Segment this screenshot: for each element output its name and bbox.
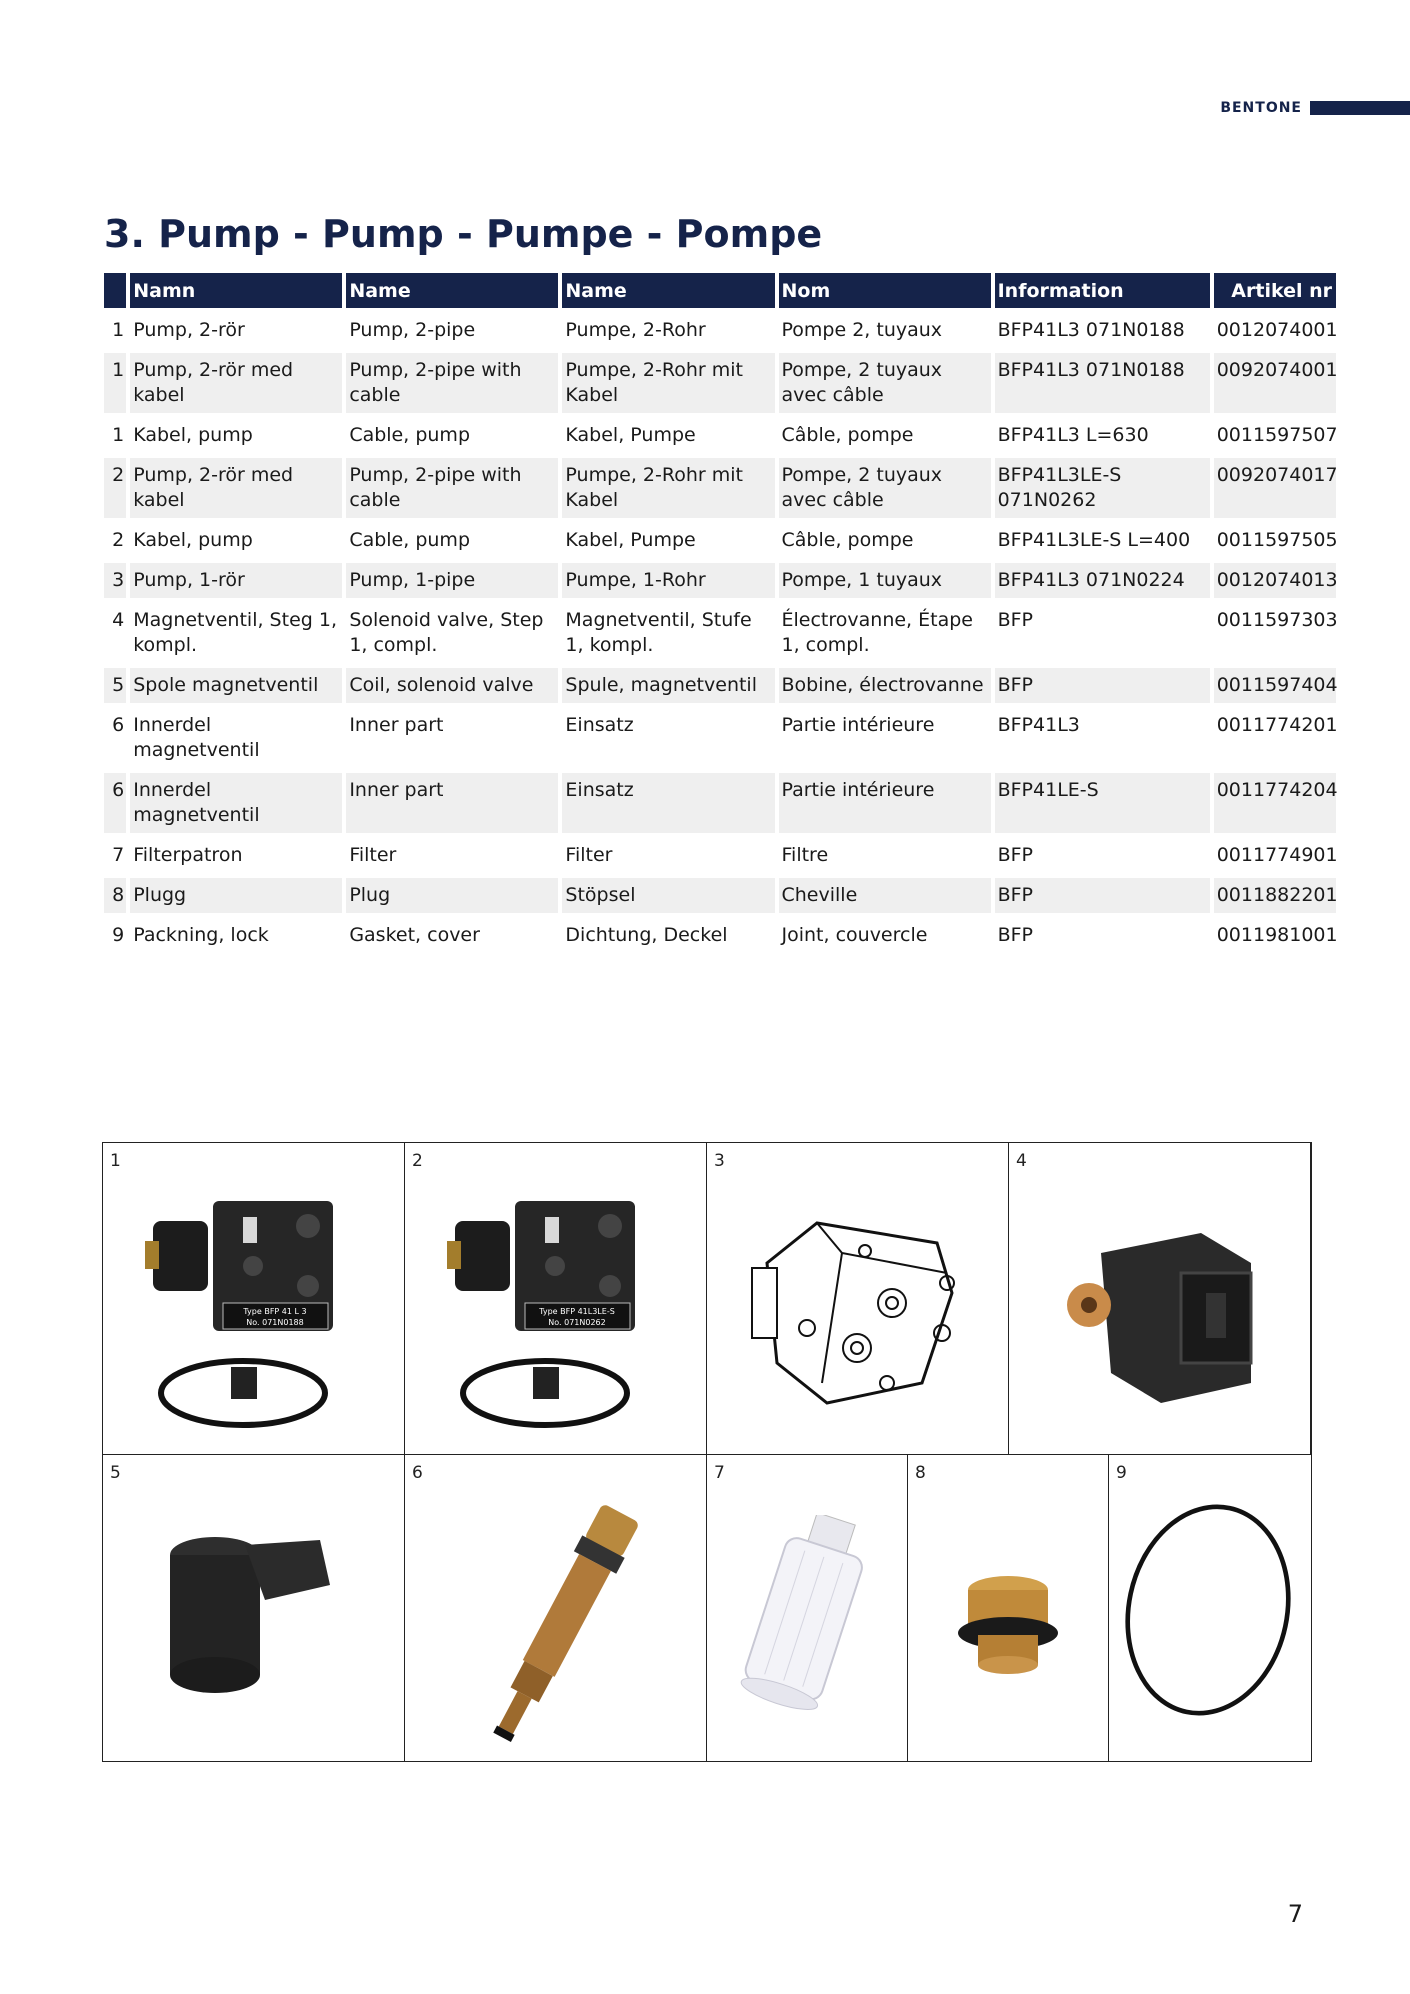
row-number: 6 xyxy=(104,773,126,833)
table-row xyxy=(104,458,1336,518)
figure-label: 3 xyxy=(714,1151,725,1171)
row-number: 9 xyxy=(112,924,125,946)
cell-namn: Plugg xyxy=(130,878,342,913)
cell-nom: Partie intérieure xyxy=(781,714,935,736)
figure-label: 8 xyxy=(915,1463,926,1483)
cell-namn: Kabel, pump xyxy=(133,529,253,551)
cell-name-de: Pumpe, 2-Rohr xyxy=(565,319,706,341)
col-header-name-en: Name xyxy=(346,273,558,308)
cell-name-de: Einsatz xyxy=(562,773,774,833)
cell-name-de: Stöpsel xyxy=(562,878,774,913)
figure-cell-2 xyxy=(405,1143,707,1455)
col-header-artikel-nr: Artikel nr xyxy=(1214,273,1336,308)
cell-namn: Packning, lock xyxy=(133,924,269,946)
cell-name-de: Pumpe, 2-Rohr mit Kabel xyxy=(562,353,774,413)
cell-artikel-nr: 0092074017 xyxy=(1214,458,1336,518)
cell-nom: Partie intérieure xyxy=(779,773,991,833)
filter-image xyxy=(727,1515,887,1735)
table-row xyxy=(104,708,1336,768)
cell-information: BFP41L3LE-S L=400 xyxy=(997,529,1191,551)
figure-label: 7 xyxy=(714,1463,725,1483)
cell-artikel-nr: 0011597303 xyxy=(1216,609,1338,631)
cell-nom: Câble, pompe xyxy=(781,529,914,551)
figure-cell-8 xyxy=(908,1455,1109,1761)
cell-namn: Pump, 1-rör xyxy=(130,563,342,598)
page-title: 3. Pump - Pump - Pumpe - Pompe xyxy=(104,212,823,256)
cell-nom: Électrovanne, Étape 1, compl. xyxy=(781,609,973,656)
col-header-num xyxy=(104,273,126,308)
cell-name-de: Pumpe, 2-Rohr mit Kabel xyxy=(562,458,774,518)
cell-name-de: Einsatz xyxy=(565,714,634,736)
row-number: 3 xyxy=(104,563,126,598)
coil-image xyxy=(155,1515,355,1715)
col-header-information: Information xyxy=(995,273,1210,308)
figure-cell-5 xyxy=(103,1455,405,1761)
brand-bar xyxy=(1310,101,1410,115)
row-number: 7 xyxy=(112,844,125,866)
cell-information: BFP xyxy=(995,668,1210,703)
figure-cell-1 xyxy=(103,1143,405,1455)
cell-artikel-nr: 0012074001 xyxy=(1216,319,1338,341)
col-header-namn: Namn xyxy=(130,273,342,308)
table-row xyxy=(104,838,1336,873)
row-number: 5 xyxy=(104,668,126,703)
figure-label: 6 xyxy=(412,1463,423,1483)
cell-name-en: Solenoid valve, Step 1, compl. xyxy=(349,609,544,656)
solenoid-valve-image xyxy=(1051,1213,1271,1413)
cell-artikel-nr: 0011597404 xyxy=(1214,668,1336,703)
cell-name-de: Pumpe, 1-Rohr xyxy=(562,563,774,598)
cell-information: BFP xyxy=(997,609,1034,631)
cell-information: BFP41L3 071N0224 xyxy=(995,563,1210,598)
cell-information: BFP41LE-S xyxy=(995,773,1210,833)
cell-information: BFP xyxy=(995,878,1210,913)
row-number: 1 xyxy=(104,353,126,413)
cell-name-en: Pump, 2-pipe with cable xyxy=(346,458,558,518)
col-header-name-de: Name xyxy=(562,273,774,308)
table-row xyxy=(104,668,1336,703)
pump-with-cable-image xyxy=(143,1181,363,1441)
page-number: 7 xyxy=(1287,1900,1303,1928)
cell-information: BFP41L3 xyxy=(997,714,1080,736)
pump-with-cable-image xyxy=(445,1181,665,1441)
cell-namn: Pump, 2-rör xyxy=(133,319,245,341)
cell-information: BFP xyxy=(997,844,1034,866)
cell-name-en: Cable, pump xyxy=(349,529,471,551)
cell-nom: Pompe 2, tuyaux xyxy=(781,319,943,341)
figure-label: 1 xyxy=(110,1151,121,1171)
cell-name-en: Inner part xyxy=(349,714,444,736)
row-number: 1 xyxy=(112,319,125,341)
cell-name-en: Filter xyxy=(349,844,397,866)
cell-name-de: Kabel, Pumpe xyxy=(565,424,696,446)
cell-artikel-nr: 0012074013 xyxy=(1214,563,1336,598)
cell-nom: Joint, couvercle xyxy=(781,924,928,946)
cell-name-en: Inner part xyxy=(346,773,558,833)
row-number: 2 xyxy=(104,458,126,518)
cell-namn: Innerdel magnetventil xyxy=(133,714,260,761)
cell-name-de: Dichtung, Deckel xyxy=(565,924,728,946)
cell-information: BFP41L3 L=630 xyxy=(997,424,1149,446)
cell-information: BFP41L3 071N0188 xyxy=(997,319,1185,341)
figure-cell-4 xyxy=(1009,1143,1311,1455)
cell-name-de: Spule, magnetventil xyxy=(562,668,774,703)
cell-nom: Câble, pompe xyxy=(781,424,914,446)
cell-information: BFP xyxy=(997,924,1034,946)
cell-artikel-nr: 0011774204 xyxy=(1214,773,1336,833)
cell-nom: Pompe, 2 tuyaux avec câble xyxy=(779,458,991,518)
table-row xyxy=(104,418,1336,453)
cell-artikel-nr: 0011597507 xyxy=(1216,424,1338,446)
cell-namn: Pump, 2-rör med kabel xyxy=(130,458,342,518)
pump-2-type-text: Type BFP 41L3LE-S xyxy=(539,1307,615,1316)
cell-information: BFP41L3 071N0188 xyxy=(995,353,1210,413)
cell-information: BFP41L3LE-S 071N0262 xyxy=(995,458,1210,518)
cell-nom: Bobine, électrovanne xyxy=(779,668,991,703)
cell-namn: Filterpatron xyxy=(133,844,243,866)
cell-artikel-nr: 0011774901 xyxy=(1216,844,1338,866)
row-number: 6 xyxy=(112,714,125,736)
cell-nom: Cheville xyxy=(779,878,991,913)
row-number: 4 xyxy=(112,609,125,631)
table-row xyxy=(104,878,1336,913)
cell-name-de: Filter xyxy=(565,844,613,866)
figure-cell-3 xyxy=(707,1143,1009,1455)
cell-namn: Magnetventil, Steg 1, kompl. xyxy=(133,609,337,656)
cell-nom: Filtre xyxy=(781,844,829,866)
cell-name-en: Pump, 2-pipe with cable xyxy=(346,353,558,413)
cell-namn: Kabel, pump xyxy=(133,424,253,446)
pump-line-drawing-image xyxy=(747,1193,967,1423)
cell-artikel-nr: 0011774201 xyxy=(1216,714,1338,736)
figure-label: 4 xyxy=(1016,1151,1027,1171)
cell-namn: Pump, 2-rör med kabel xyxy=(130,353,342,413)
row-number: 2 xyxy=(112,529,125,551)
cell-artikel-nr: 0011981001 xyxy=(1216,924,1338,946)
table-row xyxy=(104,773,1336,833)
brand-name: BENTONE xyxy=(1220,100,1302,116)
figure-cell-7 xyxy=(707,1455,908,1761)
cell-name-en: Plug xyxy=(346,878,558,913)
gasket-image xyxy=(1115,1495,1301,1725)
cell-namn: Spole magnetventil xyxy=(130,668,342,703)
table-row xyxy=(104,313,1336,348)
cell-artikel-nr: 0011597505 xyxy=(1216,529,1338,551)
cell-nom: Pompe, 2 tuyaux avec câble xyxy=(779,353,991,413)
figure-label: 2 xyxy=(412,1151,423,1171)
cell-namn: Innerdel magnetventil xyxy=(130,773,342,833)
parts-image-grid xyxy=(102,1142,1312,1762)
table-row xyxy=(104,353,1336,413)
row-number: 1 xyxy=(112,424,125,446)
table-row xyxy=(104,563,1336,598)
table-row xyxy=(104,603,1336,663)
plug-image xyxy=(938,1555,1078,1695)
cell-artikel-nr: 0011882201 xyxy=(1214,878,1336,913)
pump-2-number-text: No. 071N0262 xyxy=(548,1318,606,1327)
cell-nom: Pompe, 1 tuyaux xyxy=(779,563,991,598)
figure-label: 5 xyxy=(110,1463,121,1483)
figure-label: 9 xyxy=(1116,1463,1127,1483)
cell-name-en: Pump, 1-pipe xyxy=(346,563,558,598)
cell-name-en: Gasket, cover xyxy=(349,924,480,946)
cell-name-en: Coil, solenoid valve xyxy=(346,668,558,703)
cell-name-de: Magnetventil, Stufe 1, kompl. xyxy=(565,609,752,656)
col-header-nom: Nom xyxy=(779,273,991,308)
cell-name-en: Cable, pump xyxy=(349,424,471,446)
table-row xyxy=(104,918,1336,953)
brand-header xyxy=(1220,98,1410,118)
row-number: 8 xyxy=(104,878,126,913)
cell-artikel-nr: 0092074001 xyxy=(1214,353,1336,413)
cell-name-en: Pump, 2-pipe xyxy=(349,319,476,341)
figure-cell-9 xyxy=(1109,1455,1311,1761)
pump-1-number-text: No. 071N0188 xyxy=(246,1318,304,1327)
figure-cell-6 xyxy=(405,1455,707,1761)
cell-name-de: Kabel, Pumpe xyxy=(565,529,696,551)
table-header-row xyxy=(104,273,1336,308)
inner-part-image xyxy=(445,1495,665,1755)
parts-table xyxy=(100,268,1340,958)
pump-1-type-text: Type BFP 41 L 3 xyxy=(243,1307,307,1316)
table-row xyxy=(104,523,1336,558)
